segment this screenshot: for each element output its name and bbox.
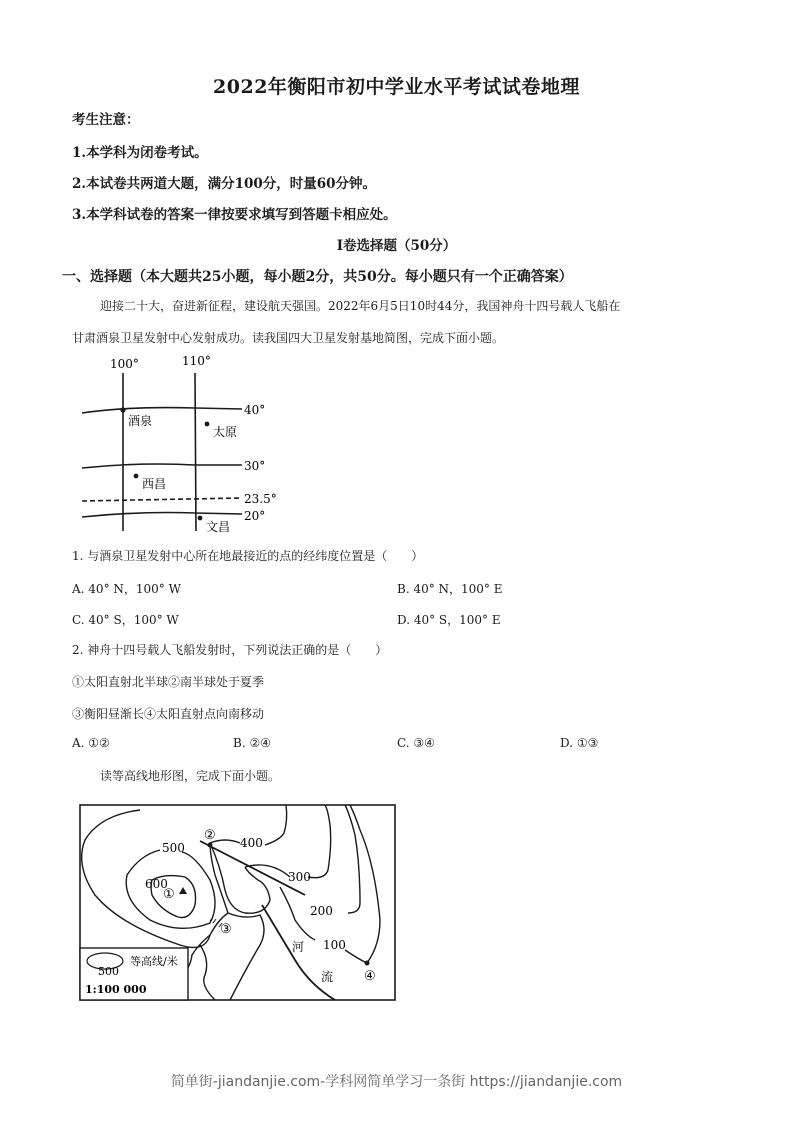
legend-contour-sample: 500	[98, 965, 119, 978]
notice-heading: 考生注意：	[72, 112, 140, 128]
map-scale: 1:100 000	[85, 983, 147, 996]
wenchang-dot	[198, 516, 203, 521]
river-label: 流	[321, 970, 334, 984]
question-1-option-b[interactable]: B. 40° N，100° E	[397, 582, 503, 596]
contour-label-400: 400	[240, 836, 263, 850]
contour-label-500: 500	[162, 841, 185, 855]
map-legend	[80, 948, 188, 1000]
jiuquan-dot	[120, 407, 125, 412]
question-2-option-a[interactable]: A. ①②	[72, 736, 110, 750]
question-2-stem: 2. 神舟十四号载人飞船发射时，下列说法正确的是（ ）	[72, 643, 388, 657]
point-label-3: ③	[220, 922, 232, 937]
contour-label-600: 600	[145, 877, 168, 891]
question-1-option-a[interactable]: A. 40° N，100° W	[72, 582, 181, 596]
page-title: 2022年衡阳市初中学业水平考试试卷地理	[213, 76, 580, 98]
point-4-dot	[365, 961, 370, 966]
place-label-taiyuan: 太原	[213, 425, 238, 439]
question-2-statements: ③衡阳昼渐长④太阳直射点向南移动	[72, 707, 265, 721]
intro-paragraph: 读等高线地形图，完成下面小题。	[100, 769, 281, 783]
contour-label-300: 300	[288, 870, 311, 884]
river-label: 河	[292, 940, 305, 954]
latitude-label: 30°	[244, 459, 266, 473]
contour-label-100: 100	[323, 938, 346, 952]
page-footer: 简单街-jiandanjie.com-学科网简单学习一条街 https://jiandanjie.com	[170, 1074, 623, 1090]
question-2-option-c[interactable]: C. ③④	[397, 736, 435, 750]
latitude-label: 20°	[244, 509, 266, 523]
question-2-option-b[interactable]: B. ②④	[233, 736, 271, 750]
section-title: Ⅰ卷选择题（50分）	[336, 238, 457, 254]
intro-paragraph-line: 迎接二十大，奋进新征程，建设航天强国。2022年6月5日10时44分，我国神舟十四号载人飞船在	[100, 299, 621, 313]
launch-base-map	[70, 348, 290, 538]
taiyuan-dot	[205, 422, 210, 427]
longitude-label: 110°	[182, 354, 211, 368]
longitude-label: 100°	[110, 357, 139, 371]
latitude-label: 40°	[244, 403, 266, 417]
question-1-option-c[interactable]: C. 40° S，100° W	[72, 613, 179, 627]
question-2-option-d[interactable]: D. ①③	[560, 736, 599, 750]
question-1-stem: 1. 与酒泉卫星发射中心所在地最接近的点的经纬度位置是（ ）	[72, 549, 424, 563]
place-label-wenchang: 文昌	[206, 520, 231, 534]
notice-item: 2.本试卷共两道大题，满分100分，时量60分钟。	[72, 176, 377, 192]
question-2-statements: ①太阳直射北半球②南半球处于夏季	[72, 675, 265, 689]
notice-item: 3.本学科试卷的答案一律按要求填写到答题卡相应处。	[72, 207, 397, 223]
part-title: 一、选择题（本大题共25小题，每小题2分，共50分。每小题只有一个正确答案）	[62, 269, 573, 285]
latitude-label: 23.5°	[244, 492, 277, 506]
xichang-dot	[134, 474, 139, 479]
point-label-2: ②	[204, 828, 216, 843]
question-1-option-d[interactable]: D. 40° S，100° E	[397, 613, 501, 627]
intro-paragraph-line: 甘肃酒泉卫星发射中心发射成功。读我国四大卫星发射基地简图，完成下面小题。	[72, 331, 505, 345]
place-label-xichang: 西昌	[142, 477, 167, 491]
contour-label-200: 200	[310, 904, 333, 918]
notice-item: 1.本学科为闭卷考试。	[72, 145, 208, 161]
point-label-4: ④	[364, 969, 376, 984]
place-label-jiuquan: 酒泉	[128, 414, 153, 428]
legend-label: 等高线/米	[130, 955, 178, 968]
point-label-1: ①	[163, 887, 175, 902]
peak-triangle-icon	[179, 887, 187, 894]
point-2-dot	[208, 843, 213, 848]
contour-map	[70, 795, 400, 1010]
